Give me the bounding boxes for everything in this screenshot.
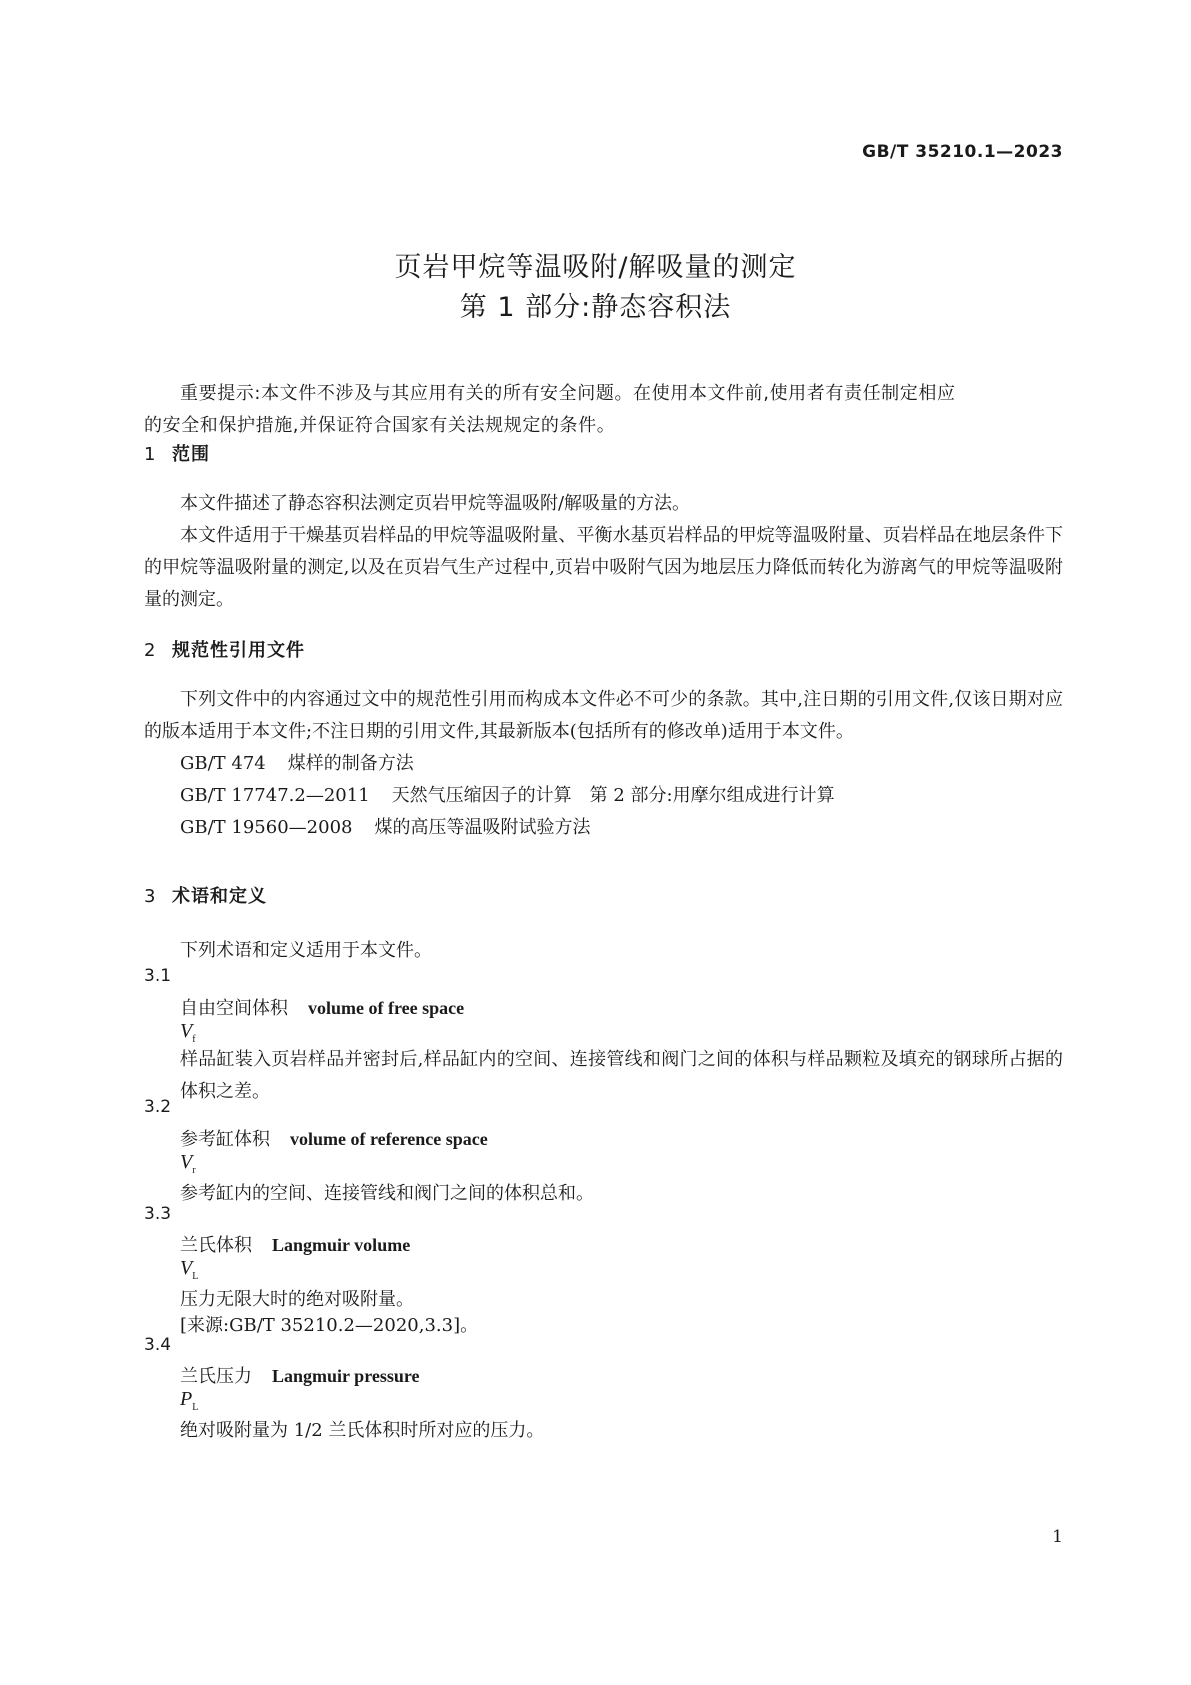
term-number: 3.4 — [144, 1335, 172, 1355]
reference-item — [144, 812, 1063, 844]
term-definition: 绝对吸附量为 1/2 兰氏体积时所对应的压力。 — [180, 1420, 545, 1441]
reference-code: GB/T 17747.2—2011 — [180, 785, 370, 806]
section-1-title: 范围 — [172, 444, 210, 465]
section-1-para-2: 本文件适用于干燥基页岩样品的甲烷等温吸附量、平衡水基页岩样品的甲烷等温吸附量、页岩样品在地层条件下的甲烷等温吸附量的测定,以及在页岩气生产过程中,页岩中吸附气因为地层压力降低而转化为游离气的甲烷等温吸附量的测定。 — [144, 525, 1063, 610]
term-number: 3.3 — [144, 1204, 172, 1224]
section-1-number: 1 — [144, 444, 157, 465]
reference-code: GB/T 19560—2008 — [180, 817, 353, 838]
term-definition: 参考缸内的空间、连接管线和阀门之间的体积总和。 — [180, 1183, 594, 1204]
term-heading — [180, 1231, 410, 1257]
term-number: 3.1 — [144, 966, 172, 986]
section-2-heading — [144, 636, 305, 662]
term-definition: 压力无限大时的绝对吸附量。 — [180, 1289, 414, 1310]
term-name-en: volume of free space — [308, 998, 465, 1018]
term-heading — [180, 994, 464, 1020]
term-symbol: $V_f$ — [180, 1020, 196, 1045]
section-2-para: 下列文件中的内容通过文中的规范性引用而构成本文件必不可少的条款。其中,注日期的引用文件,仅该日期对应的版本适用于本文件;不注日期的引用文件,其最新版本(包括所有的修改单)适用于本文件。 — [144, 689, 1063, 742]
notice-line-2: 的安全和保护措施,并保证符合国家有关法规规定的条件。 — [144, 415, 616, 436]
term-name-en: Langmuir volume — [272, 1235, 411, 1255]
section-3-heading — [144, 882, 267, 908]
term-name-en: Langmuir pressure — [272, 1366, 420, 1386]
reference-item — [144, 780, 1063, 812]
term-name-zh: 兰氏体积 — [180, 1235, 252, 1256]
term-name-zh: 自由空间体积 — [180, 998, 288, 1019]
reference-title: 煤的高压等温吸附试验方法 — [374, 817, 591, 838]
section-1-para-1: 本文件描述了静态容积法测定页岩甲烷等温吸附/解吸量的方法。 — [180, 493, 691, 514]
term-heading — [180, 1125, 488, 1151]
section-2-title: 规范性引用文件 — [172, 640, 305, 661]
term-definition: 样品缸装入页岩样品并密封后,样品缸内的空间、连接管线和阀门之间的体积与样品颗粒及填充的钢球所占据的体积之差。 — [180, 1049, 1063, 1102]
term-symbol: $P_L$ — [180, 1388, 199, 1413]
notice-line-1: 重要提示:本文件不涉及与其应用有关的所有安全问题。在使用本文件前,使用者有责任制定相应 — [180, 383, 956, 404]
section-3-title: 术语和定义 — [172, 886, 267, 907]
term-number: 3.2 — [144, 1097, 172, 1117]
term-name-zh: 参考缸体积 — [180, 1129, 270, 1150]
section-3-intro: 下列术语和定义适用于本文件。 — [180, 940, 432, 961]
safety-notice — [144, 378, 1063, 442]
section-1-body — [144, 488, 1063, 616]
section-2-body — [144, 684, 1063, 844]
reference-title: 天然气压缩因子的计算 第 2 部分:用摩尔组成进行计算 — [391, 785, 835, 806]
term-heading — [180, 1362, 420, 1388]
reference-code: GB/T 474 — [180, 753, 266, 774]
reference-item — [144, 748, 1063, 780]
term-name-en: volume of reference space — [290, 1129, 488, 1149]
page-number: 1 — [1052, 1527, 1063, 1547]
section-1-heading — [144, 440, 210, 466]
term-symbol: $V_r$ — [180, 1151, 196, 1176]
section-3-number: 3 — [144, 886, 157, 907]
term-symbol: $V_L$ — [180, 1257, 199, 1282]
reference-title: 煤样的制备方法 — [287, 753, 414, 774]
title-line-2: 第 1 部分:静态容积法 — [459, 292, 732, 323]
title-line-1: 页岩甲烷等温吸附/解吸量的测定 — [394, 252, 797, 283]
term-name-zh: 兰氏压力 — [180, 1366, 252, 1387]
standard-number: GB/T 35210.1—2023 — [862, 142, 1063, 162]
section-2-number: 2 — [144, 640, 157, 661]
term-source: [来源:GB/T 35210.2—2020,3.3]。 — [180, 1315, 479, 1336]
